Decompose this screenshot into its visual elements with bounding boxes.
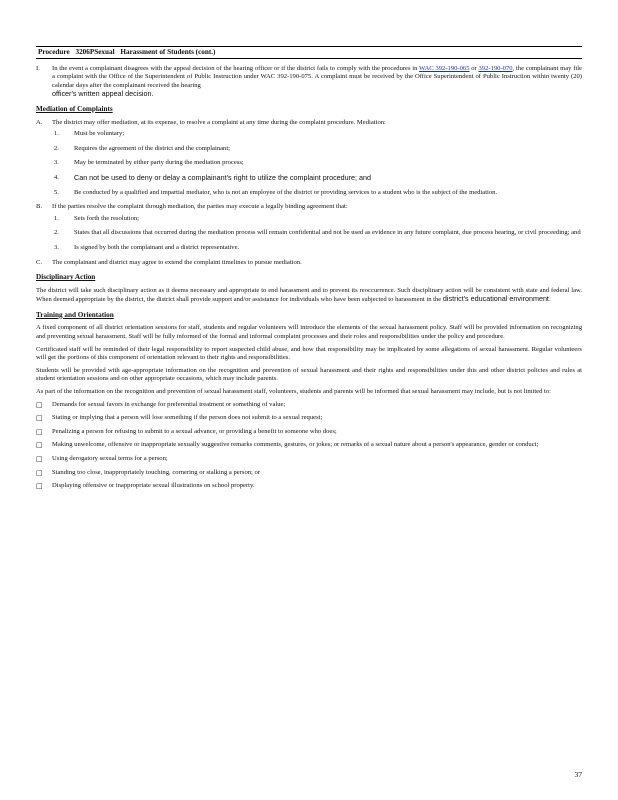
mediation-a-item bbox=[54, 130, 582, 139]
checkbox-icon: □ bbox=[36, 441, 43, 450]
mediation-c-label: C. bbox=[36, 258, 43, 266]
training-paragraph-1: A fixed component of all district orientation sessions for staff, students and regular volunteers will introduce the elements of the sexual harassment policy. Staff will be provided information on recognizing and preventing sexual harassment. Staff will be fully informed of the formal and informal complaint processes and their roles and responsibilities under the policy and procedure. bbox=[36, 324, 582, 341]
mediation-b-label: B. bbox=[36, 203, 43, 211]
disciplinary-text bbox=[36, 287, 582, 305]
section-i bbox=[36, 65, 582, 99]
harassment-bullet bbox=[36, 469, 582, 478]
checkbox-icon: □ bbox=[36, 427, 43, 436]
section-i-label: I. bbox=[36, 64, 40, 72]
mediation-a-item bbox=[54, 159, 582, 168]
item-number: 3. bbox=[54, 159, 59, 167]
item-number: 5. bbox=[54, 188, 59, 196]
harassment-bullet bbox=[36, 455, 582, 464]
bullet-text: Standing too close, inappropriately touching, cornering or stalking a person; or bbox=[52, 468, 261, 476]
mediation-b-item bbox=[54, 215, 582, 224]
item-number: 1. bbox=[54, 214, 59, 222]
harassment-bullet bbox=[36, 482, 582, 491]
training-paragraph-4: As part of the information on the recognition and prevention of sexual harassment staff, volunteers, students and parents will be informed that sexual harassment may include, but is not limited to: bbox=[36, 388, 551, 396]
bullet-text: Making unwelcome, offensive or inappropriate sexually suggestive remarks comments, gestures, or jokes; or remarks of a sexual nature about a person's appearance, gender or conduct; bbox=[52, 441, 539, 449]
checkbox-icon: □ bbox=[36, 455, 43, 463]
item-number: 3. bbox=[54, 243, 59, 251]
disciplinary-text-end: district's educational environment. bbox=[442, 294, 551, 304]
item-text: States that all discussions that occurred during the mediation process will remain confidential and not be used as evidence in any future complaint, due process hearing, or civil proceeding; and bbox=[74, 229, 581, 237]
mediation-b bbox=[36, 203, 582, 212]
checkbox-icon: □ bbox=[36, 414, 43, 423]
procedure-title: Harassment of Students (cont.) bbox=[120, 48, 216, 56]
procedure-number: 3206PSexual bbox=[75, 48, 115, 56]
document-page bbox=[36, 46, 582, 496]
item-number: 2. bbox=[54, 144, 59, 152]
item-text: Sets forth the resolution; bbox=[74, 214, 140, 222]
section-i-text-1: In the event a complainant disagrees with the appeal decision of the hearing officer or if the district fails to comply with the procedures in bbox=[52, 64, 420, 72]
procedure-label: Procedure bbox=[38, 48, 70, 56]
item-number: 1. bbox=[54, 130, 59, 138]
checkbox-icon: □ bbox=[36, 400, 43, 409]
bullet-text: Using derogatory sexual terms for a person; bbox=[52, 455, 168, 462]
mediation-a-item bbox=[54, 145, 582, 154]
mediation-a-label: A. bbox=[36, 118, 43, 126]
item-text: Requires the agreement of the district and the complainant; bbox=[74, 144, 230, 152]
item-text: May be terminated by either party during the mediation process; bbox=[74, 159, 244, 167]
section-i-text-2: or bbox=[469, 64, 479, 72]
harassment-bullet bbox=[36, 414, 582, 423]
mediation-c-text: The complainant and district may agree to extend the complaint timelines to pursue mediation. bbox=[52, 258, 302, 266]
disciplinary-heading: Disciplinary Action bbox=[36, 273, 96, 282]
bullet-text: Stating or implying that a person will lose something if the person does not submit to a sexual request; bbox=[52, 414, 323, 422]
item-number: 2. bbox=[54, 229, 59, 237]
mediation-a-item bbox=[54, 174, 582, 183]
harassment-bullet bbox=[36, 428, 582, 437]
mediation-b-text: If the parties resolve the complaint through mediation, the parties may execute a legally binding agreement that: bbox=[52, 203, 348, 211]
checkbox-icon: □ bbox=[36, 468, 43, 477]
disciplinary-text-main: The district will take such disciplinary action as it deems necessary and appropriate to end harassment and to prevent its reoccurrence. Such disciplinary action will be consistent with state and federal law. When deemed appropriate by the district, the district shall provide support and/or assistance for individuals who have been subjected to harassment in the bbox=[36, 286, 582, 304]
training-heading: Training and Orientation bbox=[36, 310, 114, 319]
procedure-header bbox=[36, 46, 582, 59]
item-text: Be conducted by a qualified and impartial mediator, who is not an employee of the district or providing services to a student who is the subject of the mediation. bbox=[74, 188, 498, 196]
item-number: 4. bbox=[54, 173, 59, 181]
harassment-bullet bbox=[36, 441, 582, 450]
section-i-body bbox=[52, 65, 582, 99]
mediation-b-item bbox=[54, 229, 582, 238]
section-i-text-3: , the complainant may file a complaint with the Office of the Superintendent of Public Instruction under WAC 392-190-075. A complaint must be received by the Office Superintendent of Public Instruction within twenty (20) calendar days after the complainant received the hearing bbox=[52, 64, 582, 89]
section-i-text-4: officer's written appeal decision. bbox=[52, 89, 154, 99]
mediation-b-item bbox=[54, 244, 582, 253]
harassment-bullet bbox=[36, 401, 582, 410]
mediation-a bbox=[36, 119, 582, 128]
training-paragraph-2: Certificated staff will be reminded of their legal responsibility to report suspected child abuse, and how that responsibility may be implicated by some allegations of sexual harassment. Regular volunteers will get the portions of this component of orientation relevant to their rights and responsibilities. bbox=[36, 345, 582, 362]
bullet-text: Demands for sexual favors in exchange for preferential treatment or something of value; bbox=[52, 400, 286, 408]
bullet-text: Displaying offensive or inappropriate sexual illustrations on school property. bbox=[52, 482, 255, 490]
training-paragraph-3: Students will be provided with age-appropriate information on the recognition and prevention of sexual harassment and their rights and responsibilities under this and other district policies and rules at student orientation sessions and on other appropriate occasions, which may include parents. bbox=[36, 366, 582, 383]
mediation-c bbox=[36, 259, 582, 268]
checkbox-icon: □ bbox=[36, 482, 43, 491]
mediation-heading: Mediation of Complaints bbox=[36, 104, 113, 113]
mediation-a-item bbox=[54, 189, 582, 198]
mediation-a-text: The district may offer mediation, at its expense, to resolve a complaint at any time during the complaint procedure. Mediation: bbox=[52, 118, 386, 126]
wac-link-070[interactable]: 392-190-070 bbox=[478, 64, 513, 72]
wac-link-065[interactable]: WAC 392-190-065 bbox=[419, 64, 470, 72]
item-text: Is signed by both the complainant and a district representative. bbox=[74, 243, 240, 251]
item-text: Can not be used to deny or delay a complainant's right to utilize the complaint procedure; and bbox=[74, 172, 372, 182]
item-text: Must be voluntary; bbox=[74, 130, 125, 138]
page-number: 37 bbox=[574, 770, 582, 779]
bullet-text: Penalizing a person for refusing to submit to a sexual advance, or providing a benefit to someone who does; bbox=[52, 427, 337, 435]
